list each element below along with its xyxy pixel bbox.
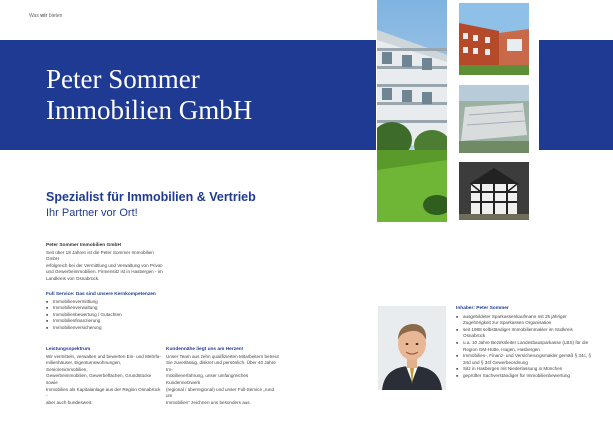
warehouse-aerial-photo (459, 85, 529, 153)
owner-list (456, 314, 591, 380)
page-header-nav: Was wir bieten (29, 13, 63, 19)
building-photo-main (377, 0, 447, 222)
list-item: ■ Immobilienfinanzierung (46, 318, 186, 325)
sub-headline: Ihr Partner vor Ort! (46, 207, 138, 219)
customer-heading: Kundennähe liegt uns am Herzen! (166, 347, 244, 352)
services-list (46, 299, 186, 332)
company-heading: Peter Sommer Immobilien GmbH (46, 243, 121, 248)
company-title (46, 64, 252, 126)
list-item: ■ ausgebildeter Sparkassenkaufmann mit 25 jähriger Zugehörigkeit zur Sparkassen Organisation (456, 314, 591, 327)
company-block: Peter Sommer Immobilien GmbH Seit über 18 Jahren ist die Peter Sommer Immobilien GmbH erfolgreich bei der Vermittlung und Verwaltung von Privat- und Gewerbeimmobilien. Firmensitz ist in Hasbergen - im Landkreis von Osnabrück. (46, 243, 164, 281)
halftimbered-house-photo (459, 162, 529, 220)
main-headline: Spezialist für Immobilien & Vertrieb (46, 190, 256, 204)
spectrum-block: Leistungsspektrum Wir vermitteln, verwalten und bewerten Ein- und Mehrfa- milienhäuser, Eigentumswohnungen, Seniorenimmobilien, Gewerbeimmobilien, Gewerbeflächen, Grundstücke sowie Immobilien als Kapitalanlage aus der Region Osnabrück - aber auch bundesweit. (46, 347, 161, 405)
owner-block (456, 306, 591, 380)
customer-block: Kundennähe liegt uns am Herzen! Unser Team aus zehn qualifizierten Mitarbeitern betreut Sie zuverlässig, diskret und persönlich. Über 40 Jahre Im- mobilienerfahrung, unser umfangreiches Kundennetzwerk (regional / überregional) und unser Full-Service „rund um Immobilien" zeichnen uns besonders aus. (166, 347, 281, 406)
services-heading: Full Service: Das sind unsere Kernkompetenzen (46, 292, 156, 297)
owner-heading: Inhaber: Peter Sommer (456, 306, 509, 311)
list-item: ■ Immobilienversicherung (46, 325, 186, 332)
list-item: ■ Immobilien-, Finanz- und Versicherungsmakler gemäß § 34c, § 34d und § 34f Gewerbeordnung (456, 353, 591, 366)
spectrum-heading: Leistungsspektrum (46, 347, 91, 352)
list-item: ■ u.a. 10 Jahre Bezirksleiter Landesbausparkasse (LBS) für die Region GM-Hütte, Hagen, Hasbergen (456, 340, 591, 353)
list-item: ■ Immobilienverwaltung (46, 305, 186, 312)
list-item: ■ geprüfter Sachverständiger für Immobilienbewertung (456, 373, 591, 380)
list-item: ■ seit 1988 selbständiger Immobilienmakler im Südkreis Osnabrück (456, 327, 591, 340)
building-photo-red (459, 3, 529, 75)
services-block (46, 292, 186, 332)
title-band-right (539, 40, 613, 150)
title-line-2: Immobilien GmbH (46, 95, 253, 125)
title-line-1: Peter Sommer (46, 64, 200, 94)
list-item: ■ Sitz in Hasbergen mit Niederlassung in München (456, 366, 591, 373)
list-item: ■ Immobilienbewertung / Gutachten (46, 312, 186, 319)
list-item: ■ Immobilienvermittlung (46, 299, 186, 306)
owner-portrait-photo (378, 306, 446, 390)
